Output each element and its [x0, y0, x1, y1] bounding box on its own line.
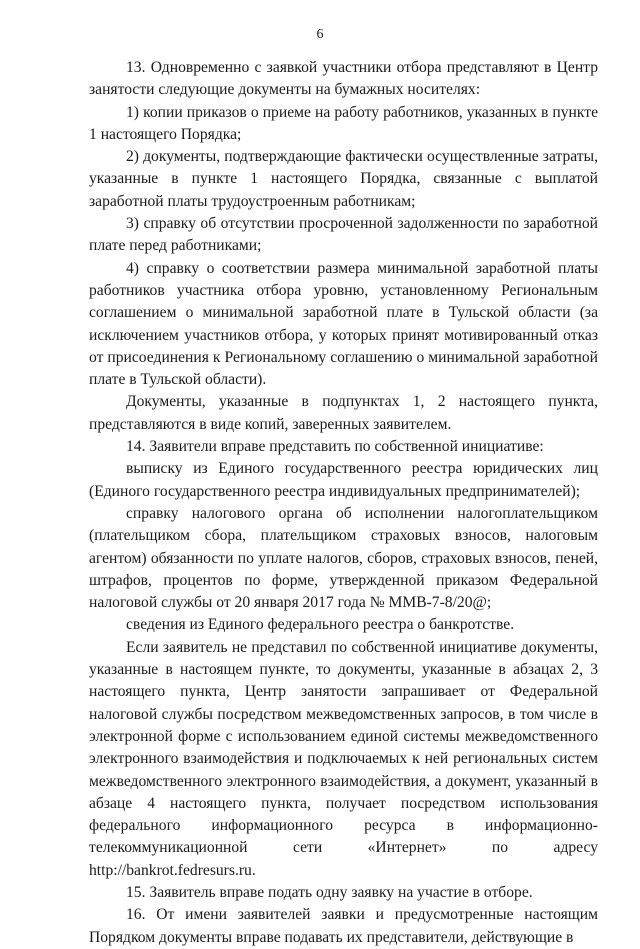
paragraph-15: 15. Заявитель вправе подать одну заявку на участие в отборе. [126, 883, 533, 901]
list-item-3: 3) справку об отсутствии просроченной задолженности по заработной плате перед работниками; [89, 215, 598, 255]
list-item-1: 1) копии приказов о приеме на работу работников, указанных в пункте 1 настоящего Порядка; [89, 103, 598, 143]
paragraph-16: 16. От имени заявителей заявки и предусмотренные настоящим Порядком документы вправе подавать их представители, действующие в [89, 906, 598, 946]
list-item-4: 4) справку о соответствии размера минимальной заработной платы работников участника отбора уровню, установленному Региональным соглашением о минимальной заработной плате в Тульской области (за исключением участников отбора, у которых принят мотивированный отказ от присоединения к Региональному соглашению о минимальной заработной плате в Тульской области). [89, 259, 598, 389]
page-number: 6 [316, 27, 324, 42]
paragraph-copies-note: Документы, указанные в подпунктах 1, 2 настоящего пункта, представляются в виде копий, заверенных заявителем. [89, 393, 598, 433]
list-item-2: 2) документы, подтверждающие фактически осуществленные затраты, указанные в пункте 1 настоящего Порядка, связанные с выплатой заработной платы трудоустроенным работникам; [89, 148, 598, 210]
document-body [89, 57, 598, 949]
paragraph-registry-extract: выписку из Единого государственного реестра юридических лиц (Единого государственного реестра индивидуальных предпринимателей); [89, 460, 598, 500]
paragraph-interagency-requests: Если заявитель не представил по собственной инициативе документы, указанные в настоящем пункте, то документы, указанные в абзацах 2, 3 настоящего пункта, Центр занятости запрашивает от Федеральной налоговой службы посредством межведомственных запросов, в том числе в электронной форме с использованием единой системы межведомственного электронного взаимодействия и подключаемых к ней региональных систем межведомственного электронного взаимодействия, а документ, указанный в абзаце 4 настоящего пункта, получает посредством использования федерального информационного ресурса в информационно-телекоммуникационной сети «Интернет» по адресу http://bankrot.fedresurs.ru. [89, 638, 598, 879]
paragraph-13-intro: 13. Одновременно с заявкой участники отбора представляют в Центр занятости следующие документы на бумажных носителях: [89, 59, 598, 99]
paragraph-14-intro: 14. Заявители вправе представить по собственной инициативе: [126, 438, 544, 456]
paragraph-bankruptcy-info: сведения из Единого федерального реестра о банкротстве. [126, 616, 515, 634]
paragraph-tax-certificate: справку налогового органа об исполнении налогоплательщиком (плательщиком сбора, плательщиком страховых взносов, налоговым агентом) обязанности по уплате налогов, сборов, страховых взносов, пеней, штрафов, процентов по форме, утвержденной приказом Федеральной налоговой службы от 20 января 2017 года № ММВ-7-8/20@; [89, 504, 598, 612]
